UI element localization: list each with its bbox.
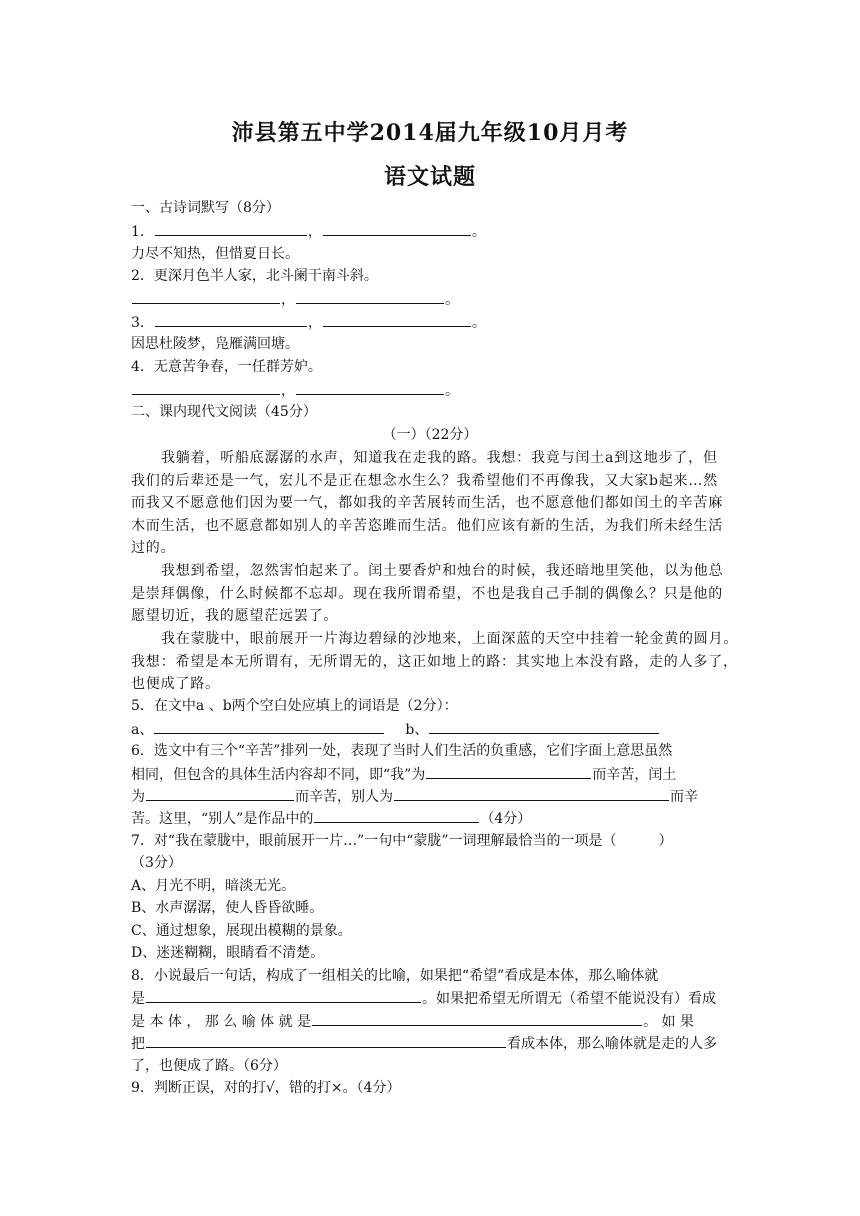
q8-blank-3[interactable] xyxy=(146,1033,506,1048)
part-one-heading: （一）（22分） xyxy=(382,427,478,443)
passage-line: 我们的后辈还是一气，宏儿不是正在想念水生么？我希望他们不再像我，又大家b起来…然 xyxy=(131,472,718,489)
q6-blank-4[interactable] xyxy=(314,808,479,823)
q3-number: 3． xyxy=(131,315,154,331)
passage-paragraph-3 xyxy=(131,628,739,696)
question-6-line-1: 6．选文中有三个“辛苦”排列一处，表现了当时人们生活的负重感，它们字面上意思虽然 xyxy=(131,743,673,759)
question-7-line-1: 7．对“我在蒙胧中，眼前展开一片…”一句中“蒙胧”一词理解最恰当的一项是（ ） xyxy=(131,833,673,849)
question-8-line-1: 8．小说最后一句话，构成了一组相关的比喻，如果把“希望”看成是本体，那么喻体就 xyxy=(131,968,659,984)
q5-blank-a[interactable] xyxy=(154,719,384,734)
q3-blank-1[interactable] xyxy=(155,312,307,327)
passage-line: 也便成了路。 xyxy=(131,676,220,693)
q1-number: 1． xyxy=(131,224,154,240)
passage-line: 我想：希望是本无所谓有，无所谓无的，这正如地上的路：其实地上本没有路，走的人多了， xyxy=(131,653,738,670)
section2-heading: 二、课内现代文阅读（45分） xyxy=(131,404,317,420)
q3-blank-2[interactable] xyxy=(323,312,471,327)
passage-line: 我想到希望，忽然害怕起来了。闰土要香炉和烛台的时候，我还暗地里笑他，以为他总 xyxy=(161,563,724,579)
passage-line: 我躺着，听船底潺潺的水声，知道我在走我的路。我想：我竟与闰土a到这地步了，但 xyxy=(161,450,718,466)
question-4-blanks: ， 。 xyxy=(131,380,731,401)
q1-blank-1[interactable] xyxy=(155,221,307,236)
passage-line: 愿望切近，我的愿望茫远罢了。 xyxy=(131,608,339,625)
q7-option-b[interactable]: B、水声潺潺，使人昏昏欲睡。 xyxy=(131,900,324,916)
question-8-line-5: 了，也便成了路。（6分） xyxy=(131,1058,287,1074)
q5-blank-b[interactable] xyxy=(429,719,659,734)
question-3: 3． ， 。 xyxy=(131,312,731,333)
question-6-line-4: 苦。这里，“别人”是作品中的 （4分） xyxy=(131,808,731,829)
passage-line: 木而生活，也不愿意都如别人的辛苦恣雎而生活。他们应该有新的生活，为我们所未经生活 xyxy=(131,517,723,534)
q8-blank-2[interactable] xyxy=(312,1011,642,1026)
q3-given-line: 因思杜陵梦，凫雁满回塘。 xyxy=(131,336,299,352)
question-2-blanks: ， 。 xyxy=(131,289,731,310)
question-7-line-2: （3分） xyxy=(131,855,182,871)
q4-given-line: 4．无意苦争春，一任群芳妒。 xyxy=(131,359,322,375)
question-9: 9．判断正误，对的打√，错的打×。（4分） xyxy=(131,1080,401,1096)
q7-option-c[interactable]: C、通过想象，展现出模糊的景象。 xyxy=(131,923,352,939)
exam-subtitle: 语文试题 xyxy=(383,164,476,190)
q4-blank-2[interactable] xyxy=(296,380,444,395)
q6-blank-3[interactable] xyxy=(394,786,669,801)
q4-blank-1[interactable] xyxy=(132,380,280,395)
q2-blank-1[interactable] xyxy=(132,289,280,304)
passage-line: 我在蒙胧中，眼前展开一片海边碧绿的沙地来，上面深蓝的天空中挂着一轮金黄的圆月。 xyxy=(161,631,739,647)
q7-option-d[interactable]: D、迷迷糊糊，眼睛看不清楚。 xyxy=(131,945,325,961)
q1-given-line: 力尽不知热，但惜夏日长。 xyxy=(131,246,299,262)
question-6-line-3: 为 而辛苦，别人为 而辛 xyxy=(131,786,731,807)
q8-blank-1[interactable] xyxy=(146,988,421,1003)
question-8-line-3: 是 本 体 ， 那 么 喻 体 就 是 。 如 果 xyxy=(131,1011,731,1032)
question-8-line-2: 是 。如果把希望无所谓无（希望不能说没有）看成 xyxy=(131,988,731,1009)
q2-blank-2[interactable] xyxy=(296,289,444,304)
q1-blank-2[interactable] xyxy=(323,221,471,236)
q2-given-line: 2．更深月色半人家，北斗阑干南斗斜。 xyxy=(131,268,378,284)
passage-paragraph-1 xyxy=(131,447,731,560)
q6-blank-2[interactable] xyxy=(146,786,294,801)
section1-heading: 一、古诗词默写（8分） xyxy=(131,200,280,216)
question-8-line-4: 把 看成本体，那么喻体就是走的人多 xyxy=(131,1033,731,1054)
q7-option-a[interactable]: A、月光不明，暗淡无光。 xyxy=(131,878,296,894)
question-1: 1． ， 。 xyxy=(131,221,731,242)
question-5-blanks: a、 b、 xyxy=(131,719,731,740)
passage-line: 而我又不愿意他们因为要一气，都如我的辛苦展转而生活，也不愿意他们都如闰土的辛苦麻 xyxy=(131,495,723,512)
exam-title: 沛县第五中学2014届九年级10月月考 xyxy=(231,120,629,146)
question-5: 5．在文中a 、b两个空白处应填上的词语是（2分）： xyxy=(131,698,458,714)
passage-paragraph-2 xyxy=(131,560,731,628)
q6-blank-1[interactable] xyxy=(426,764,591,779)
passage-line: 是崇拜偶像，什么时候都不忘却。现在我所谓希望，不也是我自己手制的偶像么？只是他的 xyxy=(131,585,723,602)
passage-line: 过的。 xyxy=(131,540,176,557)
question-6-line-2: 相同，但包含的具体生活内容却不同，即“我”为 而辛苦，闰土 xyxy=(131,764,731,785)
